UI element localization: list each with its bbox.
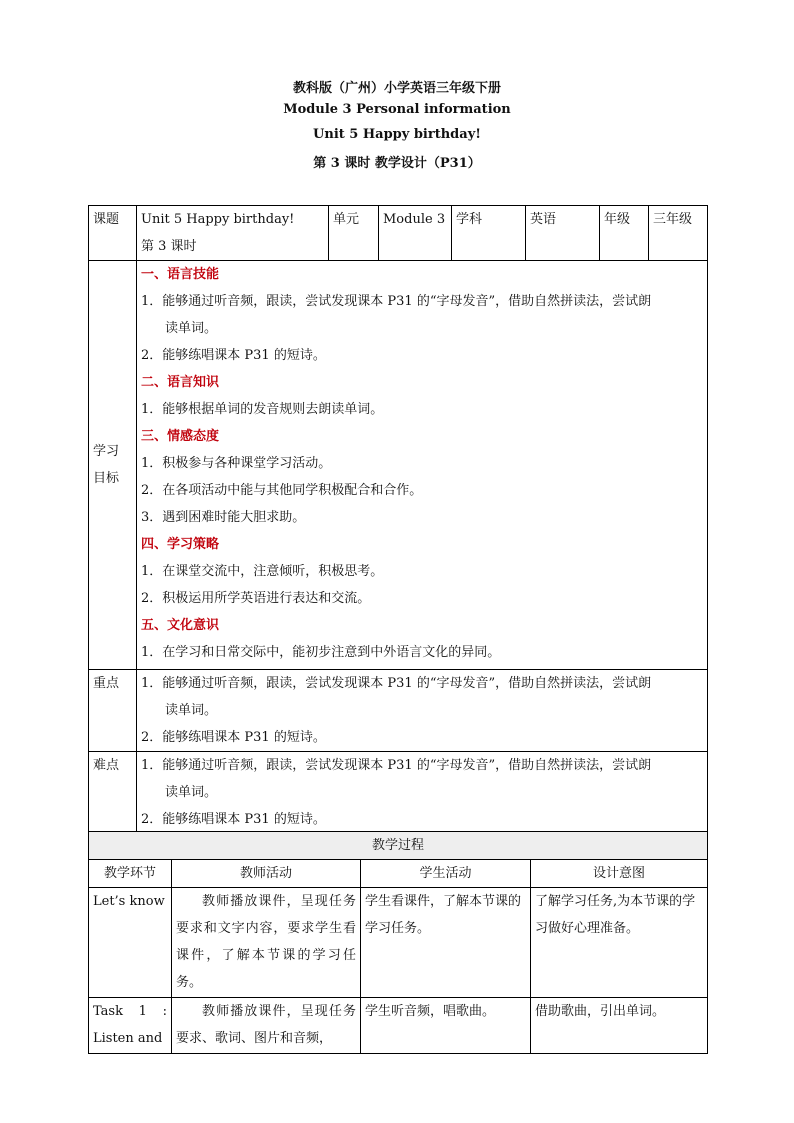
process-title: 教学过程 [89, 832, 708, 860]
teacher-cell: 教师播放课件，呈现任务要求和文字内容，要求学生看课件，了解本节课的学习任务。 [172, 888, 361, 998]
goals-item: 1．积极参与各种课堂学习活动。 [141, 456, 332, 471]
stage-cell: Task 1 : Listen and [89, 998, 172, 1054]
goals-section-title: 三、情感态度 [141, 429, 220, 444]
table-row [89, 888, 708, 998]
topic-value-line1: Unit 5 Happy birthday! [141, 212, 295, 227]
goals-content [137, 261, 708, 670]
header-intent: 设计意图 [531, 860, 708, 888]
grade-label: 年级 [600, 206, 649, 261]
goals-label [89, 261, 137, 670]
goals-item: 2．积极运用所学英语进行表达和交流。 [141, 591, 371, 606]
student-cell: 学生听音频，唱歌曲。 [361, 998, 531, 1054]
info-row [89, 206, 708, 261]
unit-value: Module 3 [379, 206, 452, 261]
topic-value [137, 206, 329, 261]
goals-section-title: 二、语言知识 [141, 375, 220, 390]
lesson-title: 第 3 课时 教学设计（P31） [313, 156, 481, 171]
goals-section-title: 一、语言技能 [141, 267, 220, 282]
topic-label: 课题 [89, 206, 137, 261]
key-points-label: 重点 [89, 670, 137, 752]
key-point-item: 1．能够通过听音频，跟读，尝试发现课本 P31 的“字母发音”，借助自然拼读法，尝试朗 [141, 676, 652, 691]
goals-label-line1: 学习 [93, 444, 120, 459]
unit-label: 单元 [329, 206, 379, 261]
goals-label-line2: 目标 [93, 471, 120, 486]
goals-item: 1．在学习和日常交际中，能初步注意到中外语言文化的异同。 [141, 645, 501, 660]
process-header-row [89, 860, 708, 888]
goals-item: 2．在各项活动中能与其他同学积极配合和合作。 [141, 483, 423, 498]
header-teacher: 教师活动 [172, 860, 361, 888]
goals-item: 3．遇到困难时能大胆求助。 [141, 510, 306, 525]
difficulties-row [89, 752, 708, 835]
module-title: Module 3 Personal information [283, 102, 511, 117]
grade-value: 三年级 [649, 206, 708, 261]
difficulties-content [137, 752, 708, 835]
goals-row [89, 261, 708, 670]
difficulty-item: 2．能够练唱课本 P31 的短诗。 [141, 812, 326, 827]
key-point-item-continued: 读单词。 [165, 703, 218, 718]
key-point-item: 2．能够练唱课本 P31 的短诗。 [141, 730, 326, 745]
lesson-info-table [88, 205, 708, 835]
goals-item: 2．能够练唱课本 P31 的短诗。 [141, 348, 326, 363]
goals-item: 1．能够根据单词的发音规则去朗读单词。 [141, 402, 384, 417]
key-points-row [89, 670, 708, 752]
unit-title: Unit 5 Happy birthday! [313, 127, 481, 142]
goals-item-continued: 读单词。 [165, 321, 218, 336]
intent-cell: 借助歌曲，引出单词。 [531, 998, 708, 1054]
subject-value: 英语 [526, 206, 600, 261]
stage-cell: Let’s know [89, 888, 172, 998]
key-points-content [137, 670, 708, 752]
doc-title: 教科版（广州）小学英语三年级下册 [292, 81, 501, 96]
difficulty-item: 1．能够通过听音频，跟读，尝试发现课本 P31 的“字母发音”，借助自然拼读法，尝试朗 [141, 758, 652, 773]
header-student: 学生活动 [361, 860, 531, 888]
goals-section-title: 五、文化意识 [141, 618, 220, 633]
goals-section-title: 四、学习策略 [141, 537, 220, 552]
goals-item: 1．在课堂交流中，注意倾听，积极思考。 [141, 564, 384, 579]
teaching-process-table [88, 831, 708, 1054]
subject-label: 学科 [452, 206, 526, 261]
process-title-row [89, 832, 708, 860]
header-stage: 教学环节 [89, 860, 172, 888]
topic-value-line2: 第 3 课时 [141, 239, 197, 254]
difficulties-label: 难点 [89, 752, 137, 835]
difficulty-item-continued: 读单词。 [165, 785, 218, 800]
table-row [89, 998, 708, 1054]
intent-cell: 了解学习任务,为本节课的学习做好心理准备。 [531, 888, 708, 998]
student-cell: 学生看课件，了解本节课的学习任务。 [361, 888, 531, 998]
goals-item: 1．能够通过听音频，跟读，尝试发现课本 P31 的“字母发音”，借助自然拼读法，尝试朗 [141, 294, 652, 309]
teacher-cell: 教师播放课件，呈现任务要求、歌词、图片和音频， [172, 998, 361, 1054]
